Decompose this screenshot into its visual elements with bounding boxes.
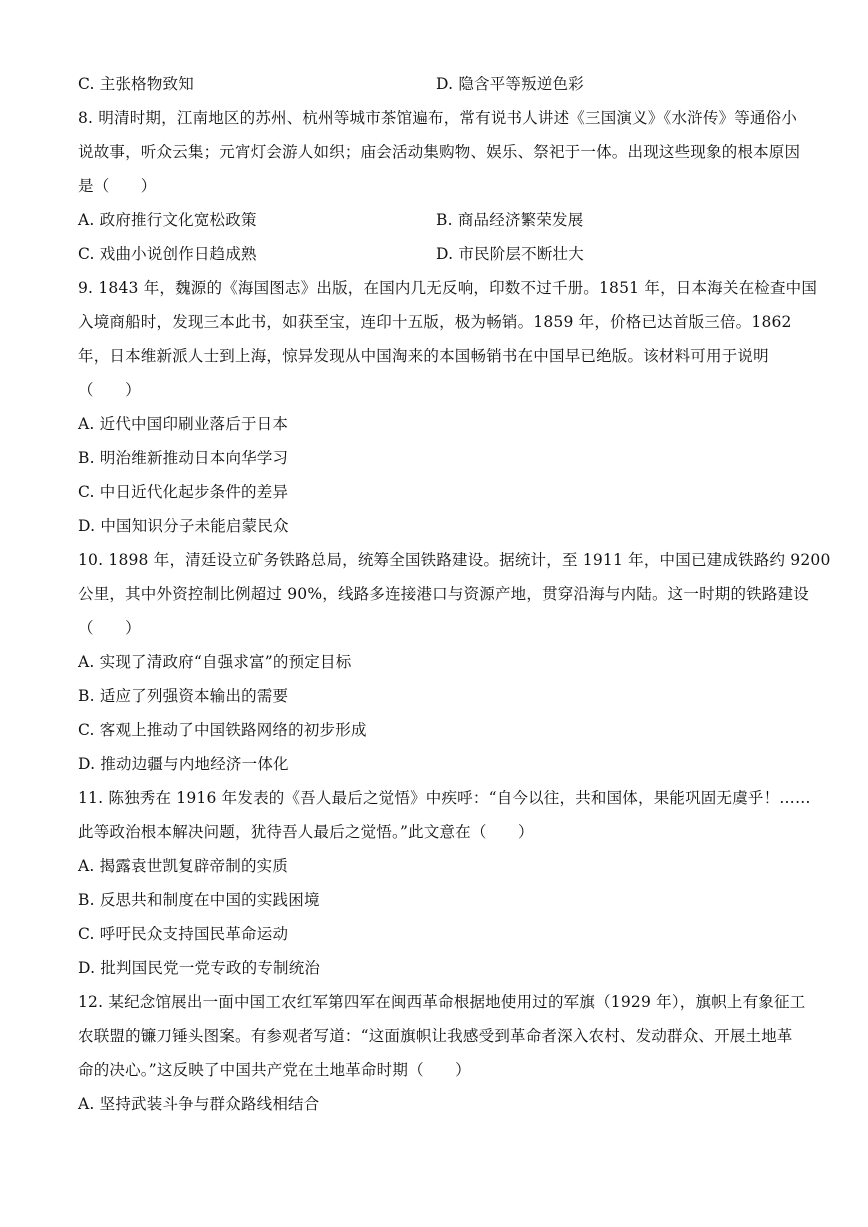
q8-option-b: B. 商品经济繁荣发展 [436, 211, 584, 229]
q11-option-a: A. 揭露袁世凯复辟帝制的实质 [78, 857, 289, 875]
question-stem-line: 12. 某纪念馆展出一面中国工农红军第四军在闽西革命根据地使用过的军旗（1929 年），旗帜上有象征工 [78, 993, 806, 1011]
q9-option-d: D. 中国知识分子未能启蒙民众 [78, 517, 289, 535]
question-9 [78, 271, 818, 543]
question-stem-line: 命的决心。”这反映了中国共产党在土地革命时期（ ） [78, 1061, 471, 1079]
question-12 [78, 985, 806, 1121]
question-stem-line: 入境商船时，发现三本此书，如获至宝，连印十五版，极为畅销。1859 年，价格已达首版三倍。1862 [78, 313, 792, 331]
option-row [78, 203, 790, 237]
question-stem-line: 年，日本维新派人士到上海，惊异发现从中国淘来的本国畅销书在中国早已绝版。该材料可用于说明 [78, 347, 769, 365]
q10-option-c: C. 客观上推动了中国铁路网络的初步形成 [78, 721, 367, 739]
question-8 [78, 101, 801, 271]
option-row [78, 237, 790, 271]
q11-option-c: C. 呼吁民众支持国民革命运动 [78, 925, 289, 943]
question-stem-line: 9. 1843 年，魏源的《海国图志》出版，在国内几无反响，印数不过千册。1851 年，日本海关在检查中国 [78, 279, 818, 297]
question-stem-line: 11. 陈独秀在 1916 年发表的《吾人最后之觉悟》中疾呼：“自今以往，共和国体，果能巩固无虞乎！…… [78, 789, 811, 807]
question-stem-line: 是（ ） [78, 177, 157, 195]
q10-option-a: A. 实现了清政府“自强求富”的预定目标 [78, 653, 352, 671]
q7-option-c: C. 主张格物致知 [78, 75, 194, 93]
q9-option-c: C. 中日近代化起步条件的差异 [78, 483, 289, 501]
q11-option-d: D. 批判国民党一党专政的专制统治 [78, 959, 321, 977]
option-row [78, 67, 790, 101]
q10-option-d: D. 推动边疆与内地经济一体化 [78, 755, 289, 773]
q10-option-b: B. 适应了列强资本输出的需要 [78, 687, 289, 705]
q9-option-b: B. 明治维新推动日本向华学习 [78, 449, 289, 467]
q7-option-d: D. 隐含平等叛逆色彩 [436, 75, 584, 93]
question-10 [78, 543, 831, 781]
q9-option-a: A. 近代中国印刷业落后于日本 [78, 415, 289, 433]
question-stem-line: 公里，其中外资控制比例超过 90%，线路多连接港口与资源产地，贯穿沿海与内陆。这一时期的铁路建设 [78, 585, 809, 603]
q8-option-c: C. 戏曲小说创作日趋成熟 [78, 245, 257, 263]
q12-option-a: A. 坚持武装斗争与群众路线相结合 [78, 1095, 320, 1113]
question-stem-line: 8. 明清时期，江南地区的苏州、杭州等城市茶馆遍布，常有说书人讲述《三国演义》《水浒传》等通俗小 [78, 109, 798, 127]
question-11 [78, 781, 811, 985]
q8-option-d: D. 市民阶层不断壮大 [436, 245, 584, 263]
question-stem-line: 此等政治根本解决问题，犹待吾人最后之觉悟。”此文意在（ ） [78, 823, 534, 841]
q8-option-a: A. 政府推行文化宽松政策 [78, 211, 257, 229]
question-7-options [78, 67, 790, 101]
question-stem-line: （ ） [78, 381, 141, 399]
question-stem-line: 10. 1898 年，清廷设立矿务铁路总局，统筹全国铁路建设。据统计，至 1911 年，中国已建成铁路约 9200 [78, 551, 831, 569]
question-stem-line: 农联盟的镰刀锤头图案。有参观者写道：“这面旗帜让我感受到革命者深入农村、发动群众、开展土地革 [78, 1027, 793, 1045]
question-stem-line: 说故事，听众云集；元宵灯会游人如织；庙会活动集购物、娱乐、祭祀于一体。出现这些现象的根本原因 [78, 143, 801, 161]
q11-option-b: B. 反思共和制度在中国的实践困境 [78, 891, 320, 909]
question-stem-line: （ ） [78, 619, 141, 637]
